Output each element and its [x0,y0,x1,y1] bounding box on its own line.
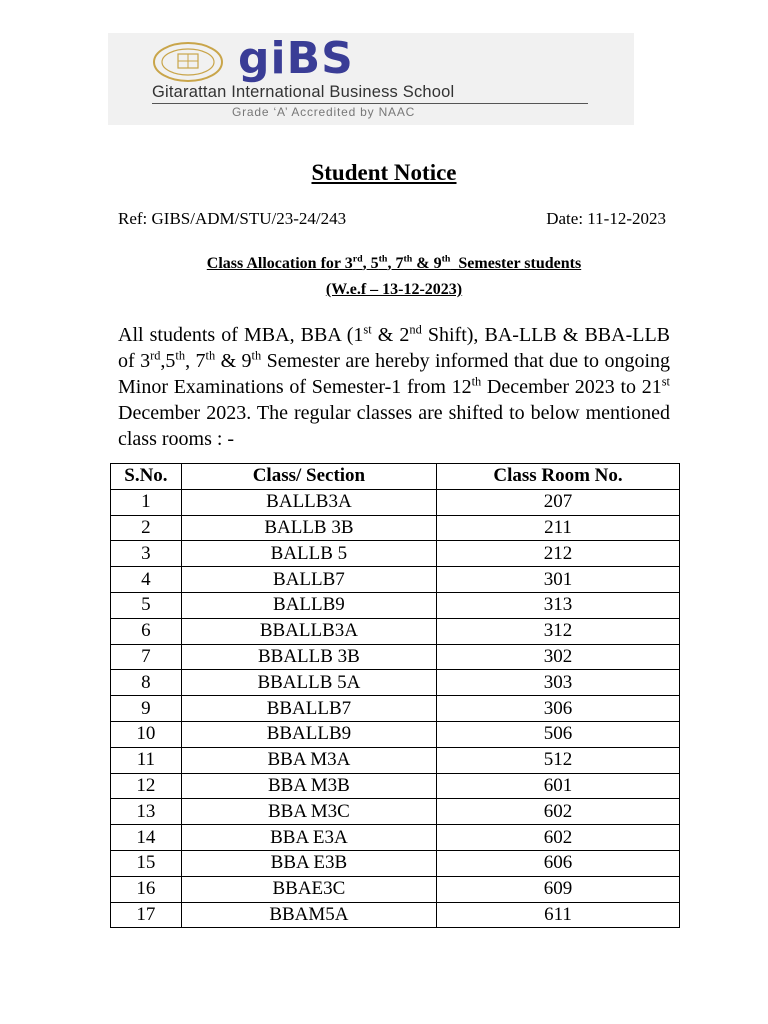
table-header-row [111,464,680,490]
notice-date: Date: 11-12-2023 [546,209,666,228]
cell-sno: 15 [111,850,182,876]
cell-room-no: 506 [437,721,680,747]
cell-room-no: 212 [437,541,680,567]
cell-class-section: BBALLB 3B [181,644,436,670]
table-row [111,825,680,851]
school-logo-wordmark: giBS [238,33,354,84]
letterhead-divider [152,103,588,104]
cell-room-no: 601 [437,773,680,799]
notice-subject: Class Allocation for 3rd, 5th, 7th & 9th Semester students [206,253,582,272]
cell-room-no: 512 [437,747,680,773]
cell-room-no: 207 [437,489,680,515]
cell-sno: 17 [111,902,182,928]
school-name: Gitarattan International Business School [152,83,455,101]
cell-sno: 9 [111,696,182,722]
header-sno: S.No. [111,464,182,490]
cell-sno: 16 [111,876,182,902]
notice-body: All students of MBA, BBA (1st & 2nd Shift), BA-LLB & BBA-LLB of 3rd,5th, 7th & 9th Semester are hereby informed that due to ongoing Minor Examinations of Semester-1 from 12th December 2023 to 21st December 2023. The regular classes are shifted to below mentioned class rooms : - [118,322,671,450]
cell-class-section: BBA E3B [181,850,436,876]
cell-class-section: BBALLB9 [181,721,436,747]
table-row [111,618,680,644]
cell-class-section: BALLB 3B [181,515,436,541]
effective-date: (W.e.f – 13-12-2023) [325,281,463,298]
cell-sno: 5 [111,592,182,618]
table-row [111,696,680,722]
cell-room-no: 211 [437,515,680,541]
reference-number: Ref: GIBS/ADM/STU/23-24/243 [118,209,347,228]
table-row [111,592,680,618]
cell-class-section: BALLB7 [181,567,436,593]
letterhead [108,33,634,125]
cell-class-section: BALLB9 [181,592,436,618]
cell-sno: 7 [111,644,182,670]
cell-room-no: 302 [437,644,680,670]
cell-class-section: BBA E3A [181,825,436,851]
cell-room-no: 313 [437,592,680,618]
table-row [111,747,680,773]
table-row [111,515,680,541]
cell-room-no: 301 [437,567,680,593]
cell-sno: 13 [111,799,182,825]
cell-room-no: 606 [437,850,680,876]
header-class-section: Class/ Section [181,464,436,490]
cell-class-section: BALLB 5 [181,541,436,567]
cell-sno: 12 [111,773,182,799]
cell-sno: 14 [111,825,182,851]
table-row [111,489,680,515]
cell-class-section: BBAM5A [181,902,436,928]
cell-room-no: 602 [437,799,680,825]
table-row [111,876,680,902]
cell-class-section: BBALLB3A [181,618,436,644]
table-row [111,773,680,799]
cell-sno: 11 [111,747,182,773]
cell-room-no: 611 [437,902,680,928]
cell-sno: 3 [111,541,182,567]
school-seal-icon [152,41,224,83]
cell-sno: 6 [111,618,182,644]
class-allocation-table [110,463,680,928]
table-row [111,799,680,825]
header-class-room: Class Room No. [437,464,680,490]
cell-class-section: BBAE3C [181,876,436,902]
cell-room-no: 312 [437,618,680,644]
table-row [111,721,680,747]
cell-class-section: BBALLB7 [181,696,436,722]
cell-room-no: 609 [437,876,680,902]
table-row [111,541,680,567]
table-row [111,850,680,876]
cell-sno: 4 [111,567,182,593]
cell-room-no: 602 [437,825,680,851]
cell-class-section: BBA M3C [181,799,436,825]
cell-sno: 10 [111,721,182,747]
cell-class-section: BBALLB 5A [181,670,436,696]
cell-sno: 2 [111,515,182,541]
table-row [111,567,680,593]
cell-class-section: BBA M3A [181,747,436,773]
notice-title: Student Notice [311,160,457,185]
cell-class-section: BBA M3B [181,773,436,799]
table-row [111,902,680,928]
table-row [111,670,680,696]
cell-room-no: 303 [437,670,680,696]
cell-sno: 1 [111,489,182,515]
cell-room-no: 306 [437,696,680,722]
table-row [111,644,680,670]
accreditation-line: Grade ‘A’ Accredited by NAAC [232,105,416,119]
cell-sno: 8 [111,670,182,696]
cell-class-section: BALLB3A [181,489,436,515]
